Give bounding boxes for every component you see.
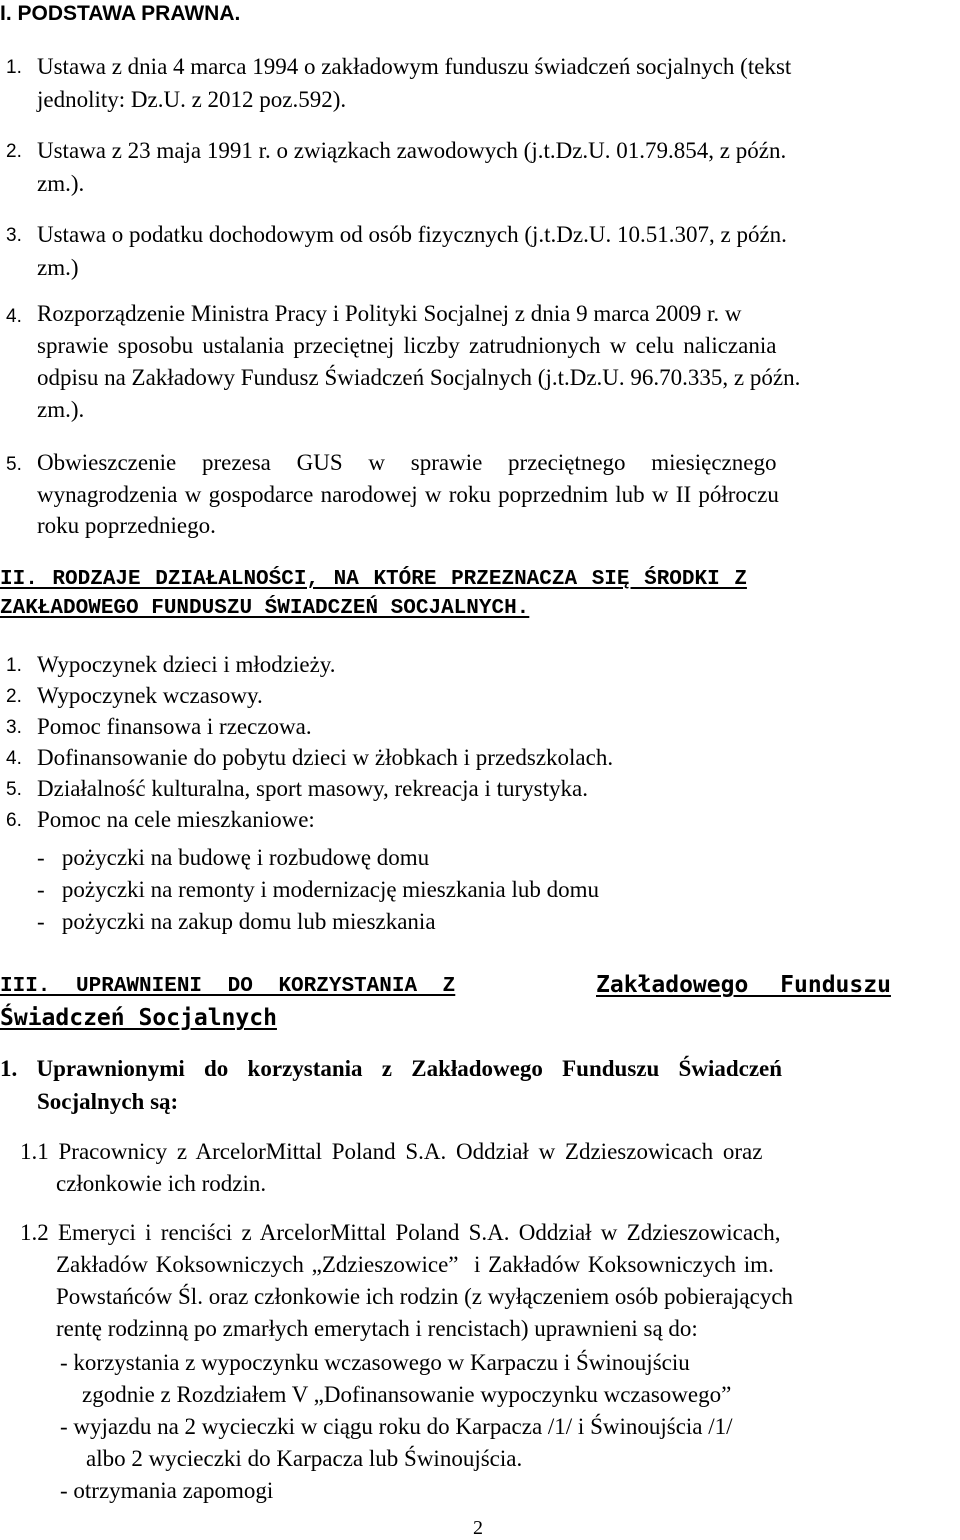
list-item-text: Pomoc finansowa i rzeczowa. [37, 714, 312, 739]
list-number: 5. [6, 779, 22, 800]
list-item-text: zm.). [37, 171, 85, 196]
paragraph-entitled: 1. Uprawnionymi do korzystania z Zakładowego Funduszu Świadczeń [0, 1056, 783, 1081]
list-number: 6. [6, 810, 22, 831]
paragraph-retirees: rentę rodzinną po zmarłych emerytach i rencistach) uprawnieni są do: [56, 1316, 698, 1341]
list-number: 4. [6, 306, 22, 327]
list-number: 2. [6, 686, 22, 707]
section-1-heading: I. PODSTAWA PRAWNA. [0, 2, 241, 25]
section-3-heading-line-2: Świadczeń Socjalnych [0, 1005, 277, 1031]
paragraph-employees: 1.1 Pracownicy z ArcelorMittal Poland S.A. Oddział w Zdzieszowicach oraz [20, 1139, 763, 1164]
sub-list-item: - pożyczki na budowę i rozbudowę domu [37, 845, 430, 870]
sub-list-item: - pożyczki na zakup domu lub mieszkania [37, 909, 436, 934]
entitlement-item: - wyjazdu na 2 wycieczki w ciągu roku do Karpacza /1/ i Świnoujścia /1/ [60, 1414, 733, 1439]
list-item-text [37, 298, 955, 329]
list-item-text: jednolity: Dz.U. z 2012 poz.592). [37, 87, 347, 112]
list-item-text: sprawie sposobu ustalania przeciętnej liczby zatrudnionych w celu naliczania [37, 333, 777, 358]
list-number: 4. [6, 748, 22, 769]
list-item-text: zm.). [37, 397, 85, 422]
paragraph-retirees: Powstańców Śl. oraz członkowie ich rodzin (z wyłączeniem osób pobierających [56, 1284, 794, 1309]
entitlement-item: - otrzymania zapomogi [60, 1478, 274, 1503]
section-2-heading: II. RODZAJE DZIAŁALNOŚCI, NA KTÓRE PRZEZNACZA SIĘ ŚRODKI Z [0, 568, 747, 591]
list-item-text: Ustawa z 23 maja 1991 r. o związkach zawodowych (j.t.Dz.U. 01.79.854, z późn. [37, 138, 787, 163]
paragraph-retirees: Zakładów Koksowniczych „Zdzieszowice” i Zakładów Koksowniczych im. [56, 1252, 774, 1277]
sub-list-item: - pożyczki na remonty i modernizację mieszkania lub domu [37, 877, 600, 902]
list-item-text: Ustawa o podatku dochodowym od osób fizycznych (j.t.Dz.U. 10.51.307, z późn. [37, 222, 787, 247]
section-2-heading-line-2: ZAKŁADOWEGO FUNDUSZU ŚWIADCZEŃ SOCJALNYCH. [0, 597, 530, 620]
list-number: 2. [6, 141, 22, 162]
list-item-text: Wypoczynek wczasowy. [37, 683, 263, 708]
paragraph-employees: członkowie ich rodzin. [56, 1171, 267, 1196]
list-number: 1. [6, 57, 22, 78]
list-item-text: odpisu na Zakładowy Fundusz Świadczeń Socjalnych (j.t.Dz.U. 96.70.335, z późn. [37, 365, 801, 390]
entitlement-item: zgodnie z Rozdziałem V „Dofinansowanie wypoczynku wczasowego” [82, 1382, 732, 1407]
entitlement-item: - korzystania z wypoczynku wczasowego w Karpaczu i Świnoujściu [60, 1350, 690, 1375]
list-item-text: Działalność kulturalna, sport masowy, rekreacja i turystyka. [37, 776, 588, 801]
list-number: 3. [6, 717, 22, 738]
list-number: 5. [6, 454, 22, 475]
list-item-text: wynagrodzenia w gospodarce narodowej w roku poprzednim lub w II półroczu [37, 482, 779, 507]
page-number: 2 [473, 1517, 483, 1539]
list-item-text: Dofinansowanie do pobytu dzieci w żłobkach i przedszkolach. [37, 745, 614, 770]
section-3-heading: III. UPRAWNIENI DO KORZYSTANIA Z [0, 975, 456, 998]
list-item-text: zm.) [37, 255, 79, 280]
section-3-heading-name: Zakładowego Funduszu [596, 972, 891, 998]
list-item-text: Obwieszczenie prezesa GUS w sprawie przeciętnego miesięcznego [37, 450, 777, 475]
list-item-text: roku poprzedniego. [37, 513, 216, 538]
paragraph-entitled: Socjalnych są: [37, 1089, 179, 1114]
list-item-text: Wypoczynek dzieci i młodzieży. [37, 652, 336, 677]
list-number: 1. [6, 655, 22, 676]
entitlement-item: albo 2 wycieczki do Karpacza lub Świnoujścia. [86, 1446, 523, 1471]
list-item-text: Ustawa z dnia 4 marca 1994 o zakładowym funduszu świadczeń socjalnych (tekst [37, 54, 792, 79]
list-number: 3. [6, 225, 22, 246]
paragraph-retirees: 1.2 Emeryci i renciści z ArcelorMittal Poland S.A. Oddział w Zdzieszowicach, [20, 1220, 781, 1245]
list-item-text: Pomoc na cele mieszkaniowe: [37, 807, 315, 832]
text-fragment: Rozporządzenie Ministra Pracy i Polityki Socjalnej z dnia 9 marca 2009 r. w [37, 301, 742, 326]
